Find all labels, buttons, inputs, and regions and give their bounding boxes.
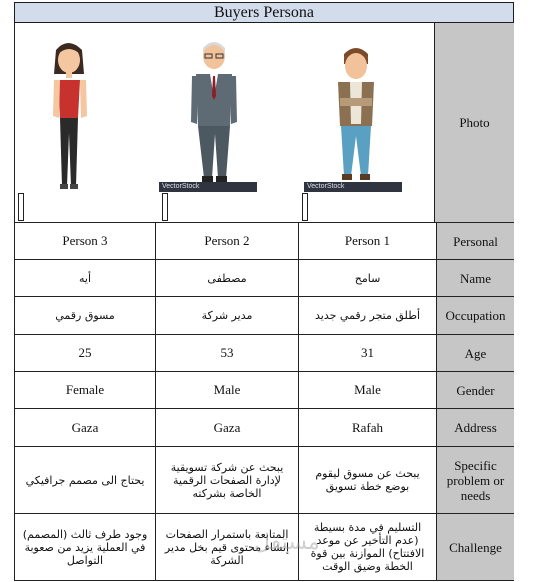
person-1-challenge: التسليم في مدة بسيطة (عدم التأخير عن موعد الافتتاح) الموازنة بين قوة الخطة وضيق الوقت	[310, 521, 425, 573]
person-3-label: Person 3	[62, 233, 108, 248]
person-1-needs: يبحث عن مسوق ليقوم بوضع خطة تسويق	[315, 467, 420, 493]
person-3-age: 25	[78, 345, 92, 360]
row-divider	[14, 580, 514, 581]
person-1-name: سامح	[354, 271, 381, 285]
vectorstock-watermark: VectorStock	[304, 182, 402, 192]
person-2-needs: يبحث عن شركة تسويقية لإدارة الصفحات الرقمية الخاصة بشركته	[170, 460, 284, 500]
cell-marker	[302, 193, 308, 221]
person-2-photo	[184, 38, 244, 184]
person-3-photo	[40, 38, 100, 193]
person-1-age: 31	[361, 345, 374, 360]
vectorstock-watermark: VectorStock	[159, 182, 257, 192]
site-watermark: مستقل	[254, 530, 320, 555]
header-personal: Personal	[436, 223, 514, 259]
header-age: Age	[436, 335, 514, 371]
person-2-occupation: مدير شركة	[201, 309, 253, 322]
person-3-gender: Female	[65, 382, 105, 397]
person-3-occupation: مسوق رقمي	[55, 309, 115, 322]
person-2-age: 53	[220, 345, 234, 360]
person-2-label: Person 2	[204, 233, 250, 248]
person-3-name: أيه	[79, 271, 92, 285]
header-gender: Gender	[436, 372, 514, 408]
table-title: Buyers Persona	[14, 2, 514, 23]
person-3-needs: يحتاج الى مصمم جرافيكي	[25, 473, 145, 487]
person-1-address: Rafah	[351, 419, 384, 435]
header-address: Address	[436, 409, 514, 446]
person-2-name: مصطفى	[207, 271, 247, 285]
person-2-address: Gaza	[213, 419, 241, 435]
person-3-challenge: وجود طرف ثالث (المصمم) في العملية يزيد من صعوبة التواصل	[22, 527, 148, 567]
header-challenge: Challenge	[436, 514, 514, 580]
person-1-photo	[328, 44, 384, 184]
person-1-label: Person 1	[344, 233, 391, 248]
person-2-challenge: المتابعة باستمرار الصفحات إنشاء محتوى قيم بخل مدير الشركة	[164, 527, 290, 567]
header-name: Name	[436, 260, 514, 296]
person-2-gender: Male	[213, 382, 241, 397]
header-occupation: Occupation	[436, 297, 514, 334]
header-needs: Specific problem or needs	[436, 447, 514, 513]
cell-marker	[18, 193, 24, 221]
person-1-gender: Male	[354, 382, 381, 397]
header-photo: Photo	[434, 23, 514, 222]
person-1-occupation: أطلق متجر رقمي جديد	[315, 309, 421, 322]
person-3-address: Gaza	[71, 419, 99, 435]
cell-marker	[162, 193, 168, 221]
